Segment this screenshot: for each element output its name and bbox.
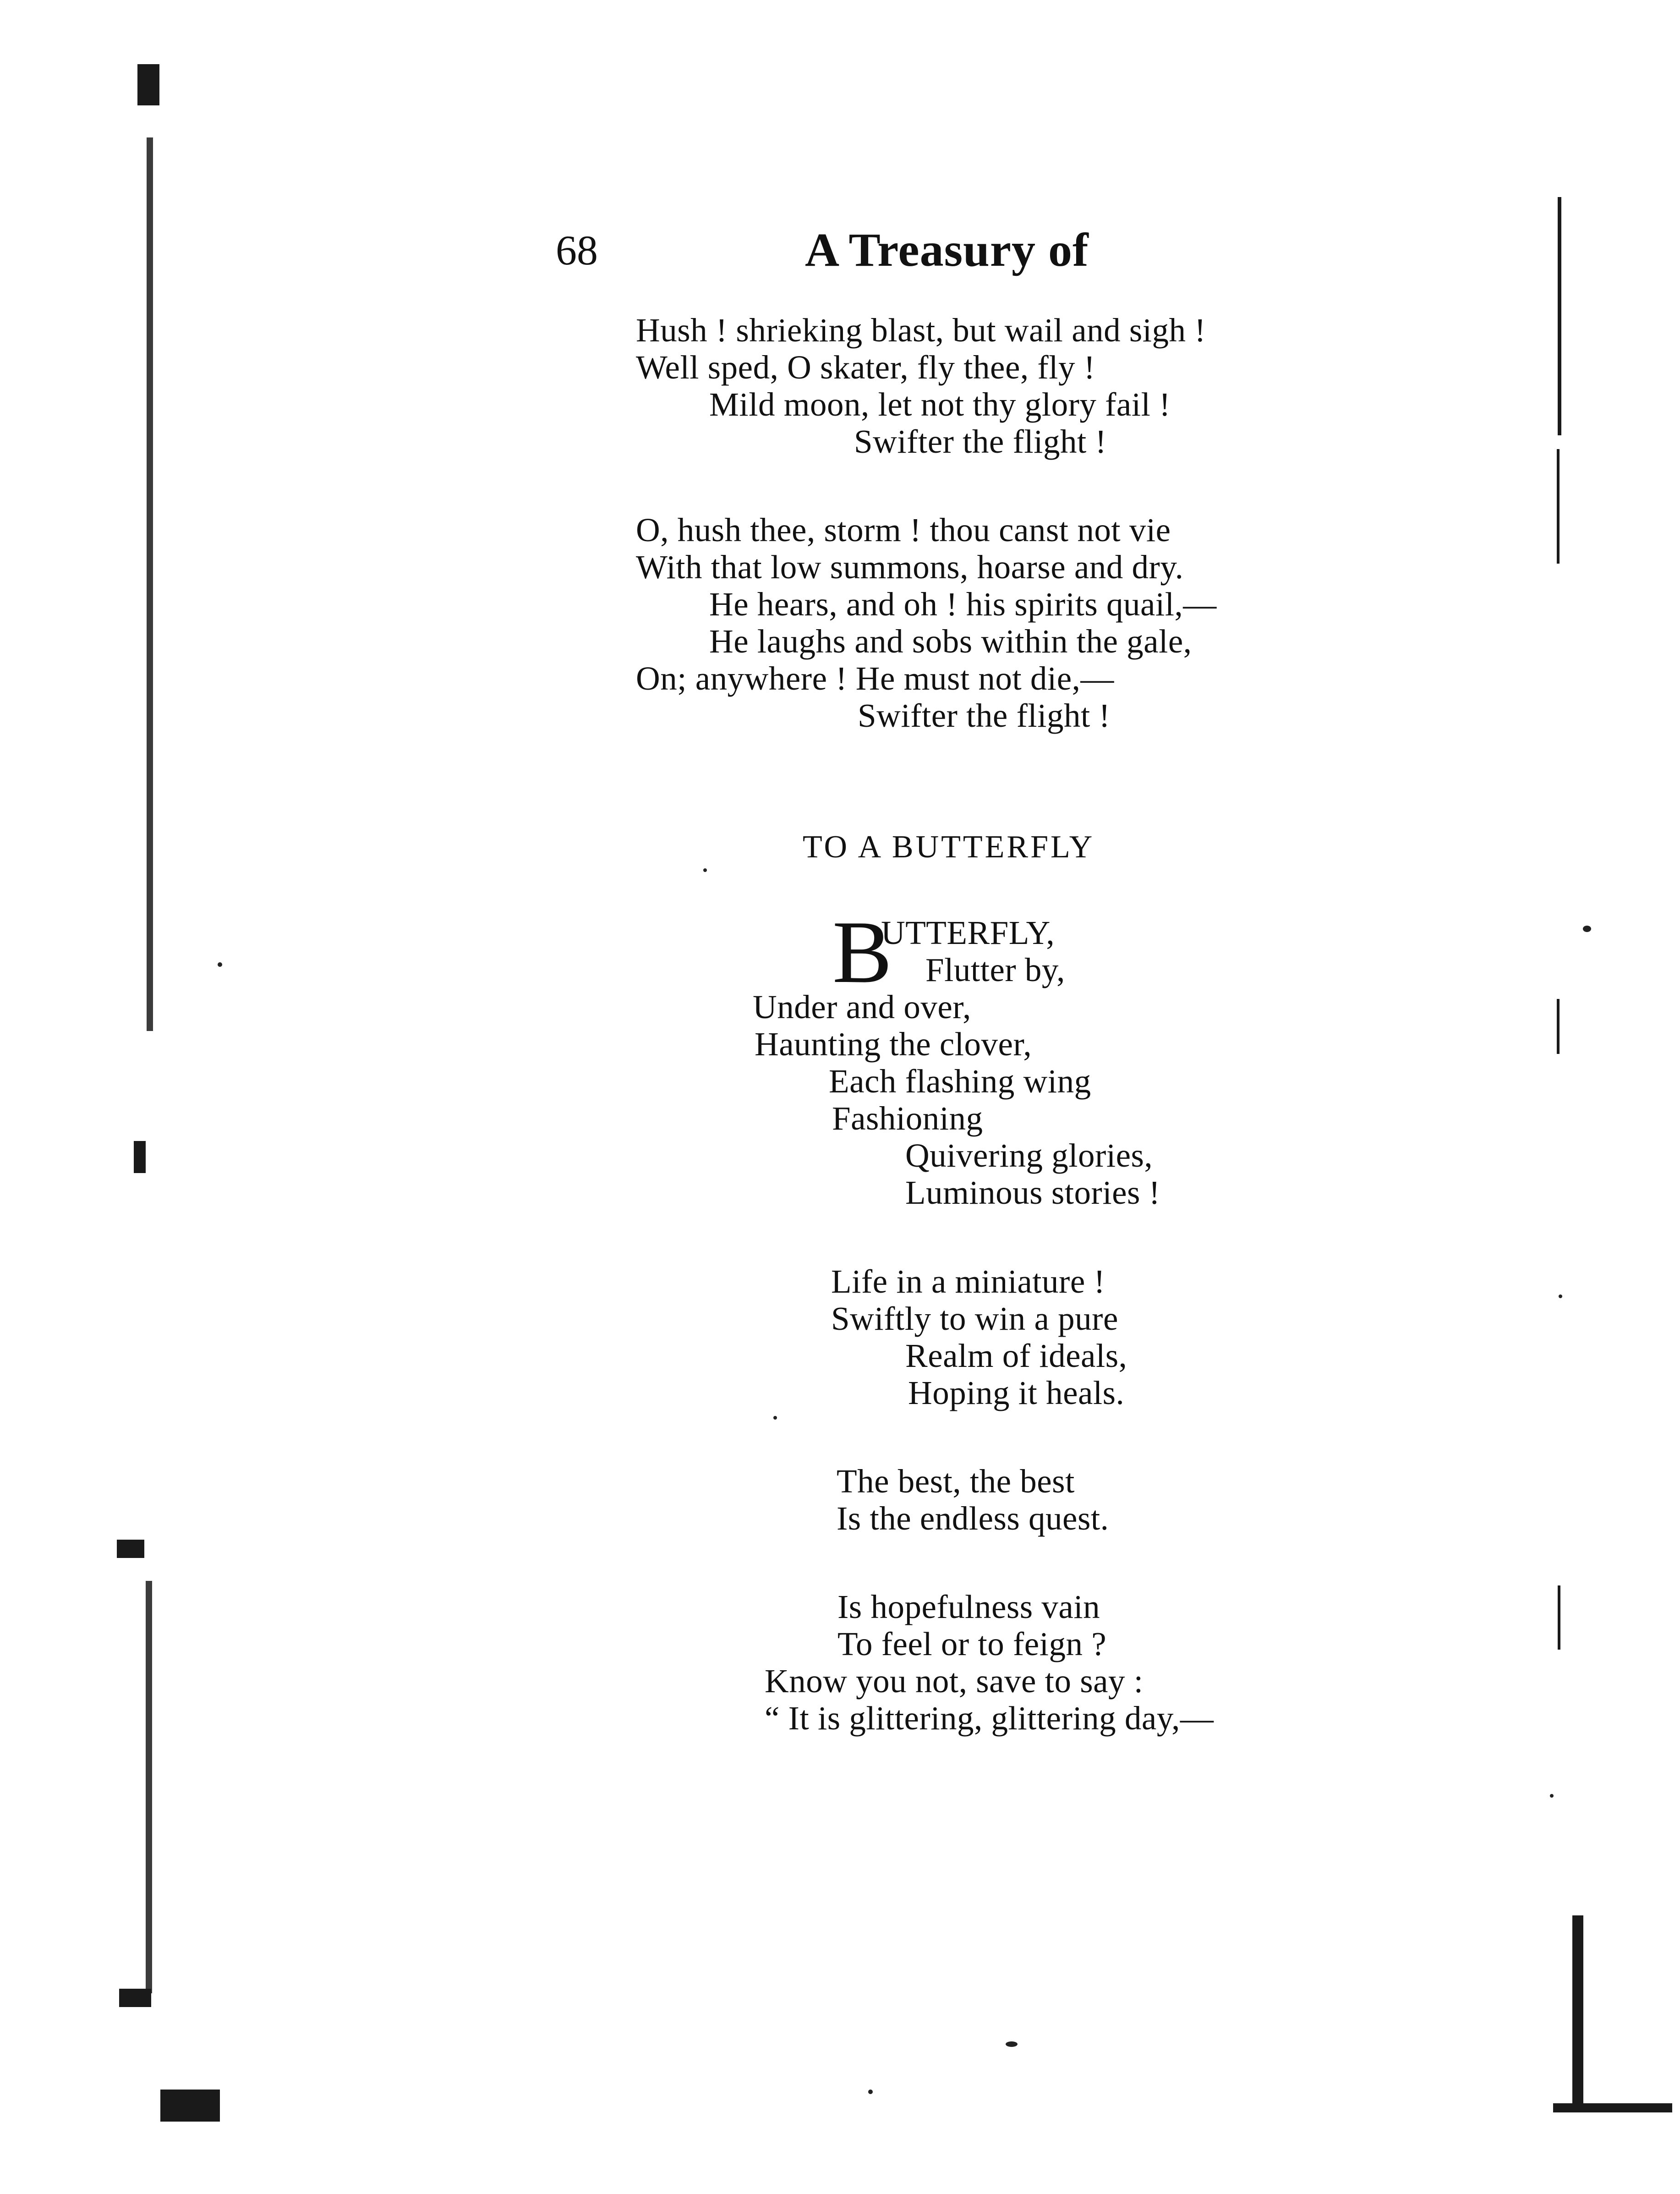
poem-line: Know you not, save to say :: [765, 1662, 1144, 1700]
poem-line: Quivering glories,: [905, 1137, 1153, 1174]
poem-line: Under and over,: [753, 988, 971, 1026]
poem-line: Realm of ideals,: [905, 1337, 1127, 1374]
poem-line: Hush ! shrieking blast, but wail and sigh !: [636, 312, 1206, 349]
poem-line: UTTERFLY,: [881, 914, 1055, 951]
poem-line: With that low summons, hoarse and dry.: [636, 548, 1184, 586]
poem-line: “ It is glittering, glittering day,—: [765, 1700, 1214, 1737]
poem-line: Is hopefulness vain: [837, 1588, 1100, 1625]
running-title: A Treasury of: [805, 224, 1089, 276]
poem-line: Flutter by,: [925, 951, 1065, 988]
poem-refrain: Swifter the flight !: [854, 423, 1107, 460]
drop-cap: B: [832, 903, 892, 1002]
poem-title: TO A BUTTERFLY: [803, 829, 1095, 865]
poem-line: Each flashing wing: [829, 1063, 1091, 1100]
poem-line: The best, the best: [837, 1463, 1075, 1500]
poem-line: Fashioning: [832, 1100, 983, 1137]
page-number: 68: [556, 227, 598, 274]
poem-line: Is the endless quest.: [837, 1500, 1109, 1537]
poem-line: He hears, and oh ! his spirits quail,—: [709, 586, 1217, 623]
poem-line: On; anywhere ! He must not die,—: [636, 660, 1114, 697]
poem-line: Mild moon, let not thy glory fail !: [709, 386, 1171, 423]
poem-refrain: Swifter the flight !: [858, 697, 1111, 734]
poem-line: To feel or to feign ?: [837, 1625, 1107, 1662]
poem-line: Swiftly to win a pure: [831, 1300, 1118, 1337]
poem-line: O, hush thee, storm ! thou canst not vie: [636, 511, 1171, 548]
poem-line: Hoping it heals.: [908, 1374, 1125, 1411]
poem-line: He laughs and sobs within the gale,: [709, 623, 1192, 660]
poem-line: Haunting the clover,: [755, 1026, 1032, 1063]
poem-line: Luminous stories !: [905, 1174, 1160, 1211]
poem-line: Well sped, O skater, fly thee, fly !: [636, 349, 1095, 386]
poem-line: Life in a miniature !: [831, 1263, 1105, 1300]
